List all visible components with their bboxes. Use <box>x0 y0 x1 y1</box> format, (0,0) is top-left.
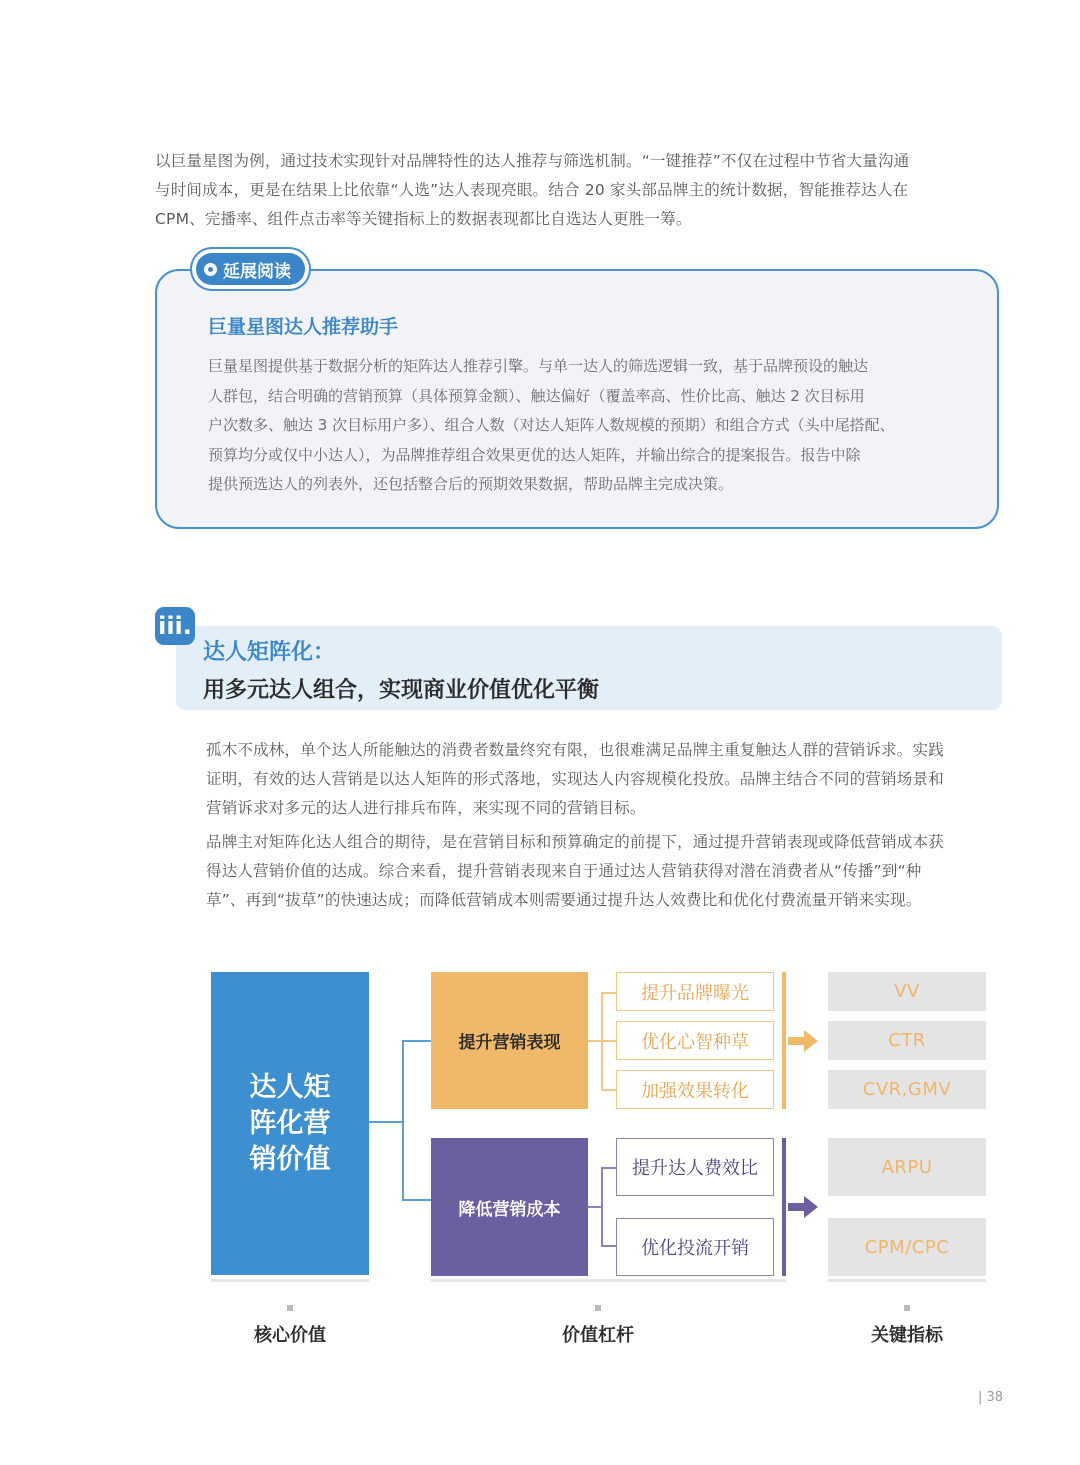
text-line: 孤木不成林，单个达人所能触达的消费者数量终究有限，也很难满足品牌主重复触达人群的营销诉求。实践 <box>206 741 944 759</box>
extended-reading-title: 巨量星图达人推荐助手 <box>208 316 399 338</box>
column-marker <box>595 1305 601 1311</box>
connector-line <box>588 1040 602 1042</box>
bracket-bar <box>782 1138 786 1276</box>
text-line: 草”、再到“拔草”的快速达成；而降低营销成本则需要通过提升达人效费比和优化付费流量开销来实现。 <box>206 891 922 909</box>
metric-box: CTR <box>828 1021 986 1060</box>
metric-box: ARPU <box>828 1138 986 1196</box>
body-paragraph-2 <box>206 828 1006 915</box>
metric-box: CVR,GMV <box>828 1070 986 1109</box>
connector-line <box>601 1040 616 1042</box>
text-line: 户次数多、触达 3 次目标用户多）、组合人数（对达人矩阵人数规模的预期）和组合方式（头中尾搭配、 <box>208 416 895 434</box>
bullet-icon <box>204 263 217 276</box>
metric-box: VV <box>828 972 986 1011</box>
text-line: 提供预选达人的列表外，还包括整合后的预期效果数据，帮助品牌主完成决策。 <box>208 475 734 493</box>
column-label-lever: 价值杠杆 <box>562 1325 634 1346</box>
section-number-badge: iii. <box>155 607 195 645</box>
page-number: | 38 <box>977 1390 1003 1405</box>
connector-line <box>601 1167 603 1246</box>
text-line: 与时间成本，更是在结果上比依靠“人选”达人表现亮眼。结合 20 家头部品牌主的统计数据，智能推荐达人在 <box>155 181 909 199</box>
text-line: 营销诉求对多元的达人进行排兵布阵，来实现不同的营销目标。 <box>206 799 646 817</box>
baseline <box>431 1279 786 1282</box>
text-line: 预算均分或仅中小达人），为品牌推荐组合效果更优的达人矩阵，并输出综合的提案报告。报告中除 <box>208 445 861 464</box>
body-paragraph-1 <box>206 736 1006 823</box>
sub-lever-box: 加强效果转化 <box>616 1070 774 1109</box>
text-line: 以巨量星图为例，通过技术实现针对品牌特性的达人推荐与筛选机制。“一键推荐”不仅在过程中节省大量沟通 <box>155 152 910 170</box>
extended-reading-tag <box>196 253 305 285</box>
bracket-bar <box>782 972 786 1109</box>
section-subtitle: 用多元达人组合，实现商业价值优化平衡 <box>203 678 600 703</box>
text-line: 人群包，结合明确的营销预算（具体预算金额）、触达偏好（覆盖率高、性价比高、触达 2 次目标用 <box>208 386 865 405</box>
baseline <box>828 1279 986 1282</box>
connector-line <box>588 1206 602 1208</box>
intro-paragraph <box>155 147 1005 234</box>
section-title: 达人矩阵化： <box>203 640 336 665</box>
connector-line <box>402 1040 404 1201</box>
sub-lever-box: 提升品牌曝光 <box>616 972 774 1011</box>
lever-improve-performance: 提升营销表现 <box>431 972 588 1109</box>
text-line: 证明，有效的达人营销是以达人矩阵的形式落地，实现达人内容规模化投放。品牌主结合不同的营销场景和 <box>206 770 944 788</box>
column-label-metrics: 关键指标 <box>871 1325 943 1346</box>
sub-lever-box: 优化心智种草 <box>616 1021 774 1060</box>
baseline <box>211 1279 369 1282</box>
connector-line <box>601 1089 616 1091</box>
text-line: 得达人营销价值的达成。综合来看，提升营销表现来自于通过达人营销获得对潜在消费者从“传播”到“种 <box>206 862 922 880</box>
sub-lever-box: 优化投流开销 <box>616 1218 774 1276</box>
core-line: 阵化营 <box>249 1107 331 1139</box>
lever-reduce-cost: 降低营销成本 <box>431 1138 588 1276</box>
sub-lever-box: 提升达人费效比 <box>616 1138 774 1196</box>
arrow-right-icon <box>788 1195 820 1219</box>
core-value-box <box>211 972 369 1275</box>
text-line: 品牌主对矩阵化达人组合的期待，是在营销目标和预算确定的前提下，通过提升营销表现或降低营销成本获 <box>206 833 944 851</box>
connector-line <box>402 1199 431 1201</box>
extended-reading-body <box>208 352 958 500</box>
tag-label: 延展阅读 <box>223 261 291 282</box>
connector-line <box>402 1040 431 1042</box>
column-marker <box>287 1305 293 1311</box>
metric-box: CPM/CPC <box>828 1218 986 1276</box>
text-line: CPM、完播率、组件点击率等关键指标上的数据表现都比自选达人更胜一筹。 <box>155 210 692 228</box>
column-label-core: 核心价值 <box>254 1325 326 1346</box>
connector-line <box>601 1167 616 1169</box>
arrow-right-icon <box>788 1029 820 1053</box>
column-marker <box>904 1305 910 1311</box>
core-line: 销价值 <box>249 1143 331 1175</box>
core-line: 达人矩 <box>249 1071 331 1103</box>
connector-line <box>601 992 616 994</box>
connector-line <box>601 1245 616 1247</box>
connector-line <box>369 1121 403 1123</box>
text-line: 巨量星图提供基于数据分析的矩阵达人推荐引擎。与单一达人的筛选逻辑一致，基于品牌预设的触达 <box>208 357 869 375</box>
